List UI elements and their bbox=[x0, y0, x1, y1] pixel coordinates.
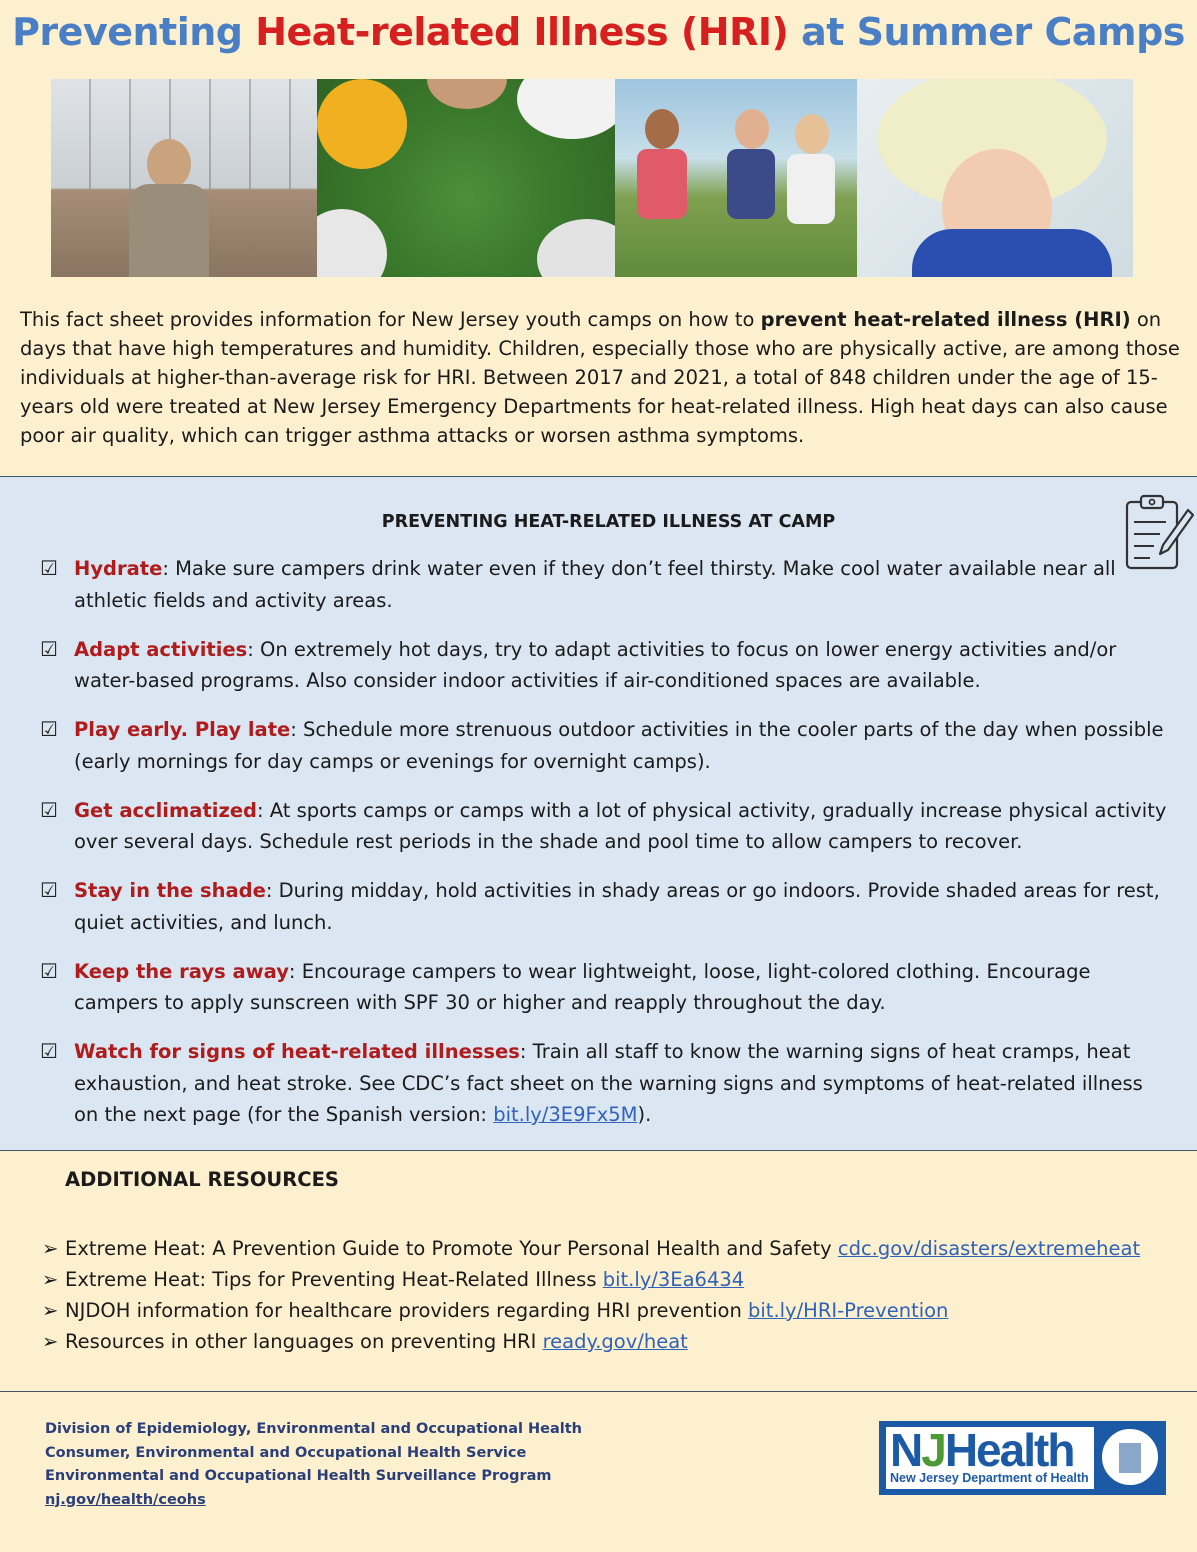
resource-item bbox=[42, 1233, 1140, 1264]
arrow-bullet-icon: ➢ bbox=[42, 1268, 59, 1291]
resource-link[interactable]: bit.ly/HRI-Prevention bbox=[748, 1299, 949, 1322]
checkbox-icon: ☑ bbox=[40, 556, 58, 580]
list-item bbox=[40, 875, 1170, 938]
item-lead: Adapt activities bbox=[74, 637, 248, 661]
item-text: : Encourage campers to wear lightweight, loose, light-colored clothing. Encourage campers to apply sunscreen with SPF 30 or higher and reapply throughout the day. bbox=[74, 959, 1091, 1014]
title-highlight: Heat-related Illness (HRI) bbox=[255, 10, 789, 54]
footer-service: Consumer, Environmental and Occupational Health Service bbox=[45, 1444, 527, 1461]
list-item bbox=[40, 956, 1170, 1019]
resource-link[interactable]: cdc.gov/disasters/extremeheat bbox=[837, 1237, 1141, 1260]
item-lead: Watch for signs of heat-related illnesses bbox=[74, 1040, 520, 1063]
page-title bbox=[0, 10, 1197, 54]
spanish-version-link[interactable]: bit.ly/3E9Fx5M bbox=[493, 1103, 638, 1126]
arrow-bullet-icon: ➢ bbox=[42, 1237, 59, 1260]
checkbox-icon: ☑ bbox=[40, 636, 58, 661]
prevention-heading: PREVENTING HEAT-RELATED ILLNESS AT CAMP bbox=[381, 512, 836, 532]
checkbox-icon: ☑ bbox=[40, 878, 58, 902]
list-item bbox=[40, 714, 1170, 777]
title-part2: at Summer Camps bbox=[788, 10, 1185, 54]
checkbox-icon: ☑ bbox=[40, 1039, 58, 1063]
resource-link[interactable]: ready.gov/heat bbox=[542, 1330, 688, 1353]
checkbox-icon: ☑ bbox=[40, 797, 58, 822]
footer-division: Division of Epidemiology, Environmental and Occupational Health bbox=[45, 1421, 582, 1437]
boy-pouring-water-photo bbox=[51, 79, 317, 277]
list-item bbox=[40, 634, 1170, 697]
footer-program: Environmental and Occupational Health Surveillance Program bbox=[45, 1468, 552, 1484]
resource-text: NJDOH information for healthcare providers regarding HRI prevention bbox=[65, 1299, 748, 1322]
arrow-bullet-icon: ➢ bbox=[42, 1299, 59, 1322]
resource-item bbox=[42, 1264, 1140, 1295]
checkbox-icon: ☑ bbox=[40, 958, 58, 983]
item-text: : Schedule more strenuous outdoor activities in the cooler parts of the day when possible (early mornings for day camps or evenings for overnight camps). bbox=[74, 718, 1164, 773]
item-text-end: ). bbox=[637, 1103, 652, 1126]
checkbox-icon: ☑ bbox=[40, 717, 58, 741]
resources-heading: ADDITIONAL RESOURCES bbox=[65, 1168, 339, 1191]
footer bbox=[45, 1418, 582, 1512]
list-item bbox=[40, 1036, 1170, 1131]
title-part1: Preventing bbox=[12, 10, 256, 54]
list-item bbox=[40, 795, 1170, 858]
prevention-list bbox=[40, 553, 1170, 1148]
resource-item bbox=[42, 1295, 1140, 1326]
item-text: : During midday, hold activities in shady areas or go indoors. Provide shaded areas for rest, quiet activities, and lunch. bbox=[74, 879, 1160, 934]
kids-tug-of-war-photo bbox=[615, 79, 857, 277]
item-lead: Stay in the shade bbox=[74, 879, 266, 902]
logo-subtitle: New Jersey Department of Health bbox=[890, 1471, 1089, 1485]
resources-list bbox=[42, 1233, 1140, 1357]
item-lead: Play early. Play late bbox=[74, 718, 291, 741]
resource-text: Extreme Heat: A Prevention Guide to Promote Your Personal Health and Safety bbox=[65, 1237, 838, 1260]
resource-link[interactable]: bit.ly/3Ea6434 bbox=[602, 1268, 745, 1291]
photo-strip bbox=[51, 79, 1133, 277]
intro-bold: prevent heat-related illness (HRI) bbox=[760, 308, 1131, 331]
logo-health: Health bbox=[944, 1424, 1074, 1476]
resource-item bbox=[42, 1326, 1140, 1357]
children-hands-circle-photo bbox=[317, 79, 615, 277]
logo-j: J bbox=[921, 1424, 945, 1476]
list-item bbox=[40, 553, 1170, 616]
resource-text: Extreme Heat: Tips for Preventing Heat-Related Illness bbox=[65, 1268, 603, 1291]
intro-text: This fact sheet provides information for New Jersey youth camps on how to bbox=[20, 308, 761, 331]
resource-text: Resources in other languages on preventing HRI bbox=[65, 1330, 543, 1353]
footer-link[interactable]: nj.gov/health/ceohs bbox=[45, 1491, 206, 1508]
nj-health-logo bbox=[879, 1421, 1166, 1495]
intro-paragraph bbox=[20, 305, 1180, 450]
item-lead: Keep the rays away bbox=[74, 959, 289, 983]
item-text: : At sports camps or camps with a lot of physical activity, gradually increase physical activity over several days. Schedule rest periods in the shade and pool time to allow campers to recover. bbox=[74, 798, 1167, 853]
item-lead: Get acclimatized bbox=[74, 798, 258, 822]
divider bbox=[0, 1150, 1197, 1151]
item-text: : Train all staff to know the warning signs of heat cramps, heat exhaustion, and heat stroke. See CDC’s fact sheet on the warning signs and symptoms of heat-related illness on the next page (for the Spanish version: bbox=[74, 1040, 1143, 1126]
intro-text-rest: on days that have high temperatures and humidity. Children, especially those who are physically active, are among those individuals at higher-than-average risk for HRI. Between 2017 and 2021, a total of 848 children under the age of 15-years old were treated at New Jersey Emergency Departments for heat-related illness. High heat days can also cause poor air quality, which can trigger asthma attacks or worsen asthma symptoms. bbox=[20, 308, 1180, 447]
item-text: : On extremely hot days, try to adapt activities to focus on lower energy activities and/or water-based programs. Also consider indoor activities if air-conditioned spaces are available. bbox=[74, 637, 1117, 692]
divider bbox=[0, 1391, 1197, 1392]
logo-n: N bbox=[890, 1424, 922, 1476]
item-lead: Hydrate bbox=[74, 557, 163, 580]
child-sun-hat-photo bbox=[857, 79, 1133, 277]
arrow-bullet-icon: ➢ bbox=[42, 1330, 59, 1353]
accreditation-seal-icon bbox=[1100, 1427, 1160, 1487]
item-text: : Make sure campers drink water even if they don’t feel thirsty. Make cool water available near all athletic fields and activity areas. bbox=[74, 557, 1116, 612]
